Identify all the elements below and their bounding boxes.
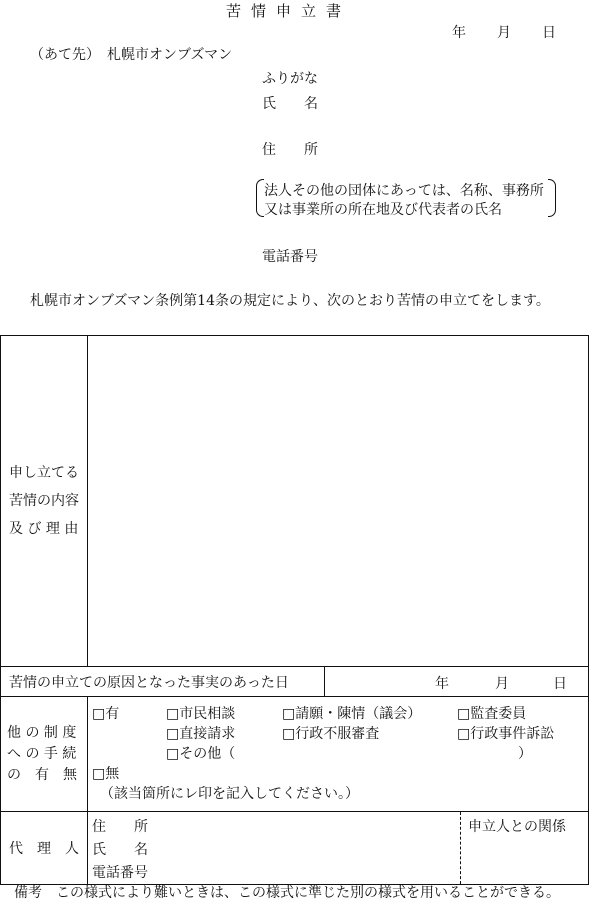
content-label-line3: 及 び 理 由	[9, 521, 79, 537]
other-system-label-line2: へ の 手 続	[7, 746, 77, 762]
option-direct-request-checkbox[interactable]: □直接請求	[166, 726, 236, 742]
complaint-form-table	[0, 335, 589, 885]
date-year-label: 年	[452, 25, 466, 41]
fact-date-label: 苦情の申立ての原因となった事実のあった日	[1, 667, 325, 697]
option-audit-checkbox[interactable]: □監査委員	[457, 706, 527, 722]
addressee: （あて先） 札幌市オンブズマン	[30, 47, 233, 63]
check-instruction: （該当箇所にレ印を記入してください。）	[100, 786, 359, 802]
content-label-line2: 苦情の内容	[9, 493, 79, 509]
option-yes-checkbox[interactable]: □有	[92, 706, 120, 722]
content-label	[1, 336, 88, 667]
fact-date-day: 日	[553, 676, 567, 692]
agent-name-label: 氏 名	[92, 842, 148, 858]
agent-divider	[460, 812, 461, 884]
agent-address-label: 住 所	[92, 819, 148, 835]
corporation-note-line1: 法人その他の団体にあっては、名称、事務所	[264, 183, 544, 199]
fact-date-month: 月	[495, 676, 509, 692]
other-system-options	[88, 697, 589, 812]
left-bracket	[256, 179, 264, 217]
option-admin-appeal-checkbox[interactable]: □行政不服審査	[282, 726, 380, 742]
date-month-label: 月	[497, 25, 511, 41]
option-admin-lawsuit-checkbox[interactable]: □行政事件訴訟	[457, 726, 555, 742]
option-no-checkbox[interactable]: □無	[92, 766, 120, 782]
form-title: 苦情申立書	[226, 2, 352, 20]
complaint-content-field[interactable]	[88, 336, 589, 667]
agent-relation-label: 申立人との関係	[468, 819, 566, 835]
name-label: 氏 名	[262, 96, 318, 112]
agent-label: 代 理 人	[1, 812, 88, 885]
furigana-label: ふりがな	[262, 71, 318, 87]
other-system-label-line1: 他 の 制 度	[7, 725, 77, 741]
other-system-label-line3: の 有 無	[7, 767, 77, 783]
option-citizen-consult-checkbox[interactable]: □市民相談	[166, 706, 236, 722]
remarks-note: 備考 この様式により難いときは、この様式に準じた別の様式を用いることができる。	[14, 885, 560, 901]
corporation-note-line2: 又は事業所の所在地及び代表者の氏名	[264, 202, 502, 218]
option-other-close-paren: ）	[518, 746, 532, 762]
fact-date-year: 年	[435, 676, 449, 692]
other-system-label	[1, 697, 88, 812]
agent-fields	[88, 812, 589, 885]
agent-phone-label: 電話番号	[92, 865, 148, 881]
fact-date-field[interactable]	[325, 667, 589, 697]
statement-text: 札幌市オンブズマン条例第14条の規定により、次のとおり苦情の申立てをします。	[30, 293, 550, 309]
content-label-line1: 申し立てる	[9, 465, 79, 481]
date-day-label: 日	[542, 25, 556, 41]
phone-label: 電話番号	[262, 249, 318, 265]
corporation-note	[256, 178, 556, 216]
right-bracket	[548, 179, 556, 217]
option-petition-checkbox[interactable]: □請願・陳情（議会）	[282, 706, 422, 722]
option-other-checkbox[interactable]: □その他（	[166, 746, 236, 762]
address-label: 住 所	[262, 142, 318, 158]
